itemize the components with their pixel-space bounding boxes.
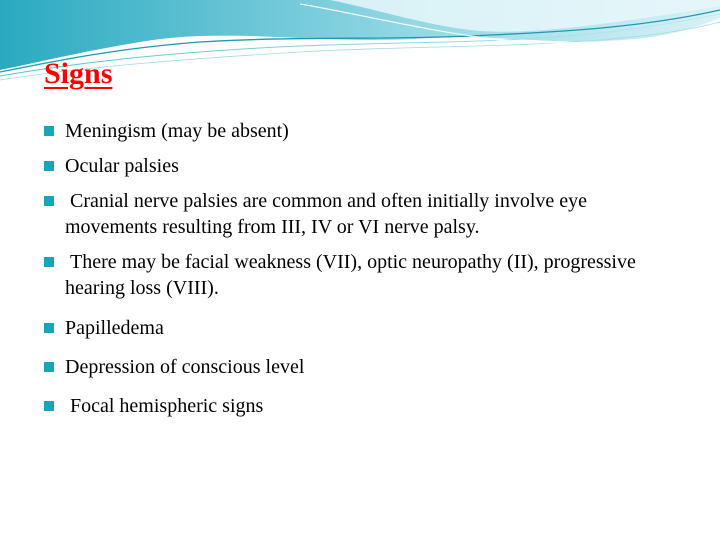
bullet-item (44, 153, 684, 179)
square-bullet-icon (44, 161, 54, 171)
square-bullet-icon (44, 362, 54, 372)
bullet-text: Depression of conscious level (65, 356, 305, 378)
bullet-item (44, 249, 684, 301)
bullet-item (44, 118, 684, 144)
bullet-text: Meningism (may be absent) (65, 120, 289, 142)
bullet-text: Cranial nerve palsies are common and often initially involve eye movements resulting from III, IV or VI nerve palsy. (65, 190, 593, 238)
bullet-item (44, 315, 684, 341)
bullet-item (44, 393, 684, 419)
square-bullet-icon (44, 401, 54, 411)
bullet-text: Focal hemispheric signs (65, 395, 264, 417)
square-bullet-icon (44, 126, 54, 136)
bullet-list (44, 118, 684, 419)
square-bullet-icon (44, 323, 54, 333)
bullet-item (44, 188, 684, 240)
square-bullet-icon (44, 257, 54, 267)
bullet-item (44, 354, 684, 380)
slide-title: Signs (44, 57, 113, 90)
square-bullet-icon (44, 196, 54, 206)
bullet-text: There may be facial weakness (VII), optic neuropathy (II), progressive hearing loss (VIII). (65, 251, 641, 299)
bullet-text: Ocular palsies (65, 155, 179, 177)
bullet-text: Papilledema (65, 317, 164, 339)
